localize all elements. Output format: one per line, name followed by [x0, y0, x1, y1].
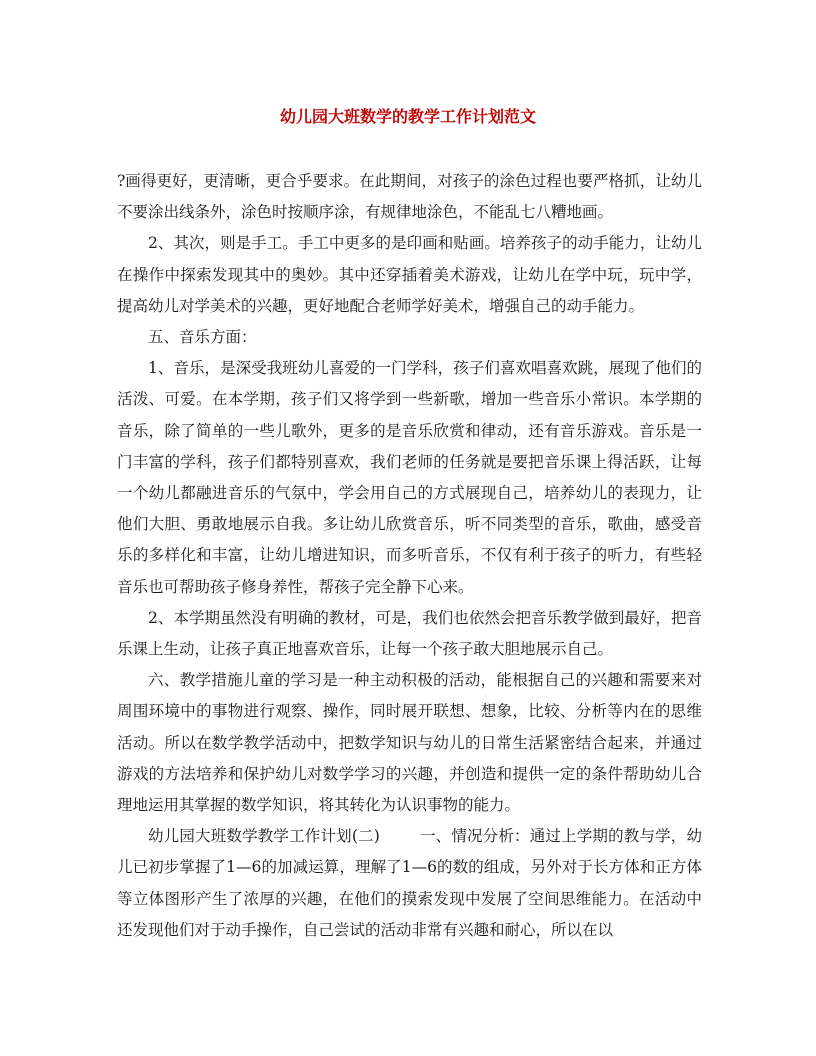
paragraph-music-1: 1、音乐，是深受我班幼儿喜爱的一门学科，孩子们喜欢唱喜欢跳，展现了他们的活泼、可爱。在本学期，孩子们又将学到一些新歌，增加一些音乐小常识。本学期的音乐，除了简单的一些儿歌外，更多的是音乐欣赏和律动，还有音乐游戏。音乐是一门丰富的学科，孩子们都特别喜欢，我们老师的任务就是要把音乐课上得活跃，让每一个幼儿都融进音乐的气氛中，学会用自己的方式展现自己，培养幼儿的表现力，让他们大胆、勇敢地展示自我。多让幼儿欣赏音乐，听不同类型的音乐，歌曲，感受音乐的多样化和丰富，让幼儿增进知识，而多听音乐，不仅有利于孩子的听力，有些轻音乐也可帮助孩子修身养性，帮孩子完全静下心来。: [117, 359, 702, 596]
paragraph-plan-two: [117, 821, 702, 946]
paragraph-music-2: 2、本学期虽然没有明确的教材，可是，我们也依然会把音乐教学做到最好，把音乐课上生动，让孩子真正地喜欢音乐，让每一个孩子敢大胆地展示自己。: [117, 608, 702, 659]
paragraph-2: 2、其次，则是手工。手工中更多的是印画和贴画。培养孩子的动手能力，让幼儿在操作中探索发现其中的奥妙。其中还穿插着美术游戏，让幼儿在学中玩，玩中学，提高幼儿对学美术的兴趣，更好地配合老师学好美术，增强自己的动手能力。: [117, 234, 702, 315]
document-title: 幼儿园大班数学的教学工作计划范文: [279, 107, 536, 126]
paragraph-teaching-measures: 六、教学措施儿童的学习是一种主动积极的活动，能根据自己的兴趣和需要来对周围环境中的事物进行观察、操作，同时展开联想、想象，比较、分析等内在的思维活动。所以在数学教学活动中，把数学知识与幼儿的日常生活紧密结合起来，并通过游戏的方法培养和保护幼儿对数学学习的兴趣，并创造和提供一定的条件帮助幼儿合理地运用其掌握的数学知识，将其转化为认识事物的能力。: [117, 671, 702, 815]
document-body: [117, 166, 702, 946]
plan-two-heading: 幼儿园大班数学教学工作计划(二): [148, 827, 380, 846]
section-heading-music: 五、音乐方面：: [148, 328, 257, 347]
paragraph-1: ?画得更好，更清晰，更合乎要求。在此期间，对孩子的涂色过程也要严格抓，让幼儿不要涂出线条外，涂色时按顺序涂，有规律地涂色，不能乱七八糟地画。: [117, 172, 702, 222]
plan-two-text: 一、情况分析：通过上学期的教与学，幼儿已初步掌握了1—6的加减运算，理解了1—6的数的组成，另外对于长方体和正方体等立体图形产生了浓厚的兴趣，在他们的摸索发现中发展了空间思维能力。在活动中还发现他们对于动手操作，自己尝试的活动非常有兴趣和耐心，所以在以: [117, 827, 702, 939]
